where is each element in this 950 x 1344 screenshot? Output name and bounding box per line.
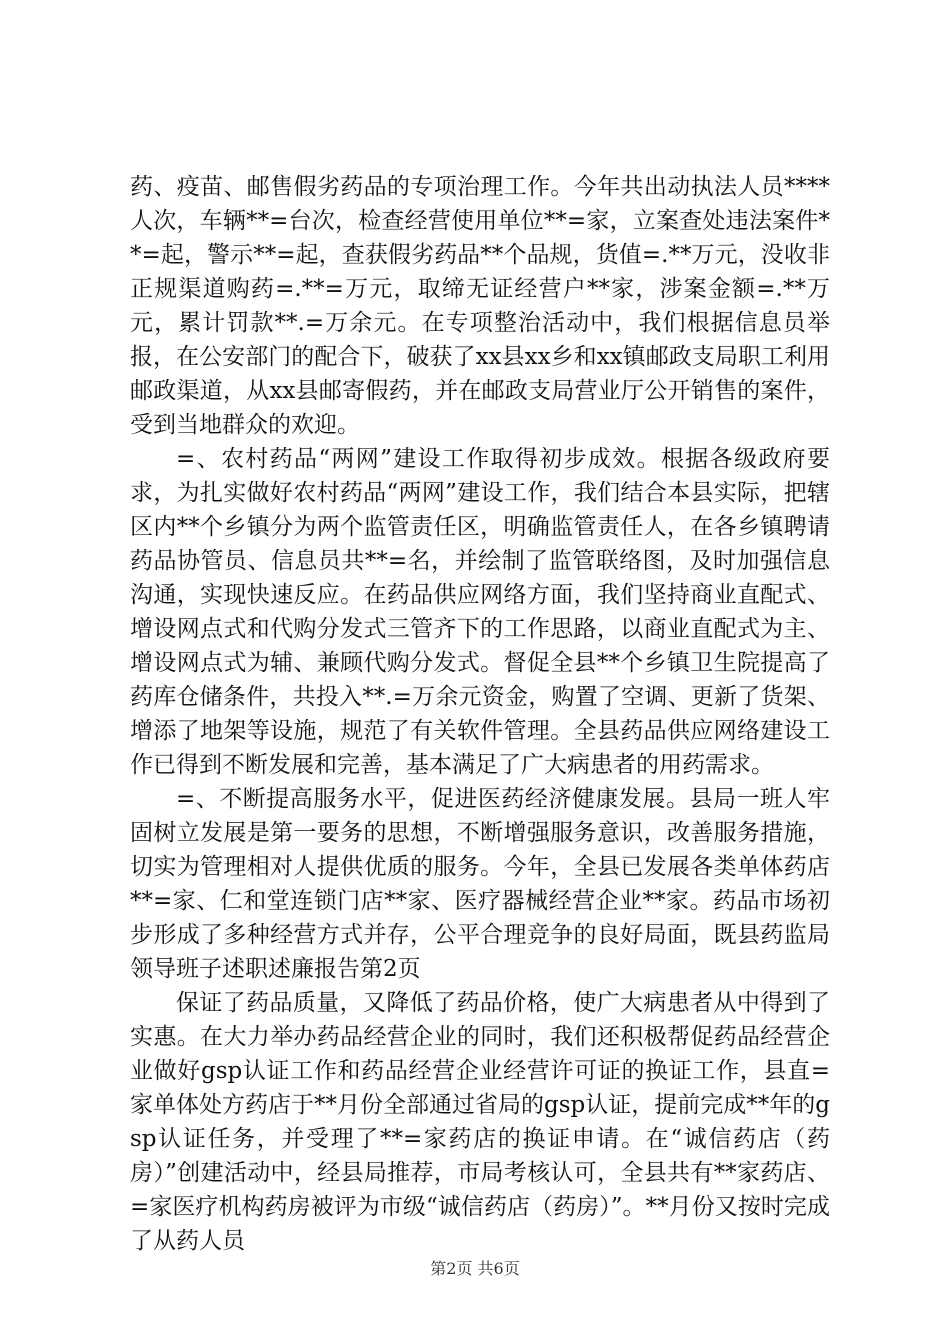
paragraph-2: =、农村药品“两网”建设工作取得初步成效。根据各级政府要求，为扎实做好农村药品“两网”建设工作，我们结合本县实际，把辖区内**个乡镇分为两个监管责任区，明确监管责任人，在各乡镇聘请药品协管员、信息员共**=名，并绘制了监管联络图，及时加强信息沟通，实现快速反应。在药品供应网络方面，我们坚持商业直配式、增设网点式和代购分发式三管齐下的工作思路，以商业直配式为主、增设网点式为辅、兼顾代购分发式。督促全县**个乡镇卫生院提高了药库仓储条件，共投入**.=万余元资金，购置了空调、更新了货架、增添了地架等设施，规范了有关软件管理。全县药品供应网络建设工作已得到不断发展和完善，基本满足了广大病患者的用药需求。 <box>130 446 830 778</box>
document-body <box>130 170 830 1258</box>
paragraph-3: =、不断提高服务水平，促进医药经济健康发展。县局一班人牢固树立发展是第一要务的思想，不断增强服务意识，改善服务措施，切实为管理相对人提供优质的服务。今年，全县已发展各类单体药店**=家、仁和堂连锁门店**家、医疗器械经营企业**家。药品市场初步形成了多种经营方式并存，公平合理竞争的良好局面，既县药监局领导班子述职述廉报告第2页 <box>130 786 830 982</box>
paragraph-4: 保证了药品质量，又降低了药品价格，使广大病患者从中得到了实惠。在大力举办药品经营企业的同时，我们还积极帮促药品经营企业做好gsp认证工作和药品经营企业经营许可证的换证工作，县直=家单体处方药店于**月份全部通过省局的gsp认证，提前完成**年的gsp认证任务，并受理了**=家药店的换证申请。在“诚信药店（药房）”创建活动中，经县局推荐，市局考核认可，全县共有**家药店、=家医疗机构药房被评为市级“诚信药店（药房）”。**月份又按时完成了从药人员 <box>130 990 830 1254</box>
page-footer: 第2页 共6页 <box>430 1259 520 1278</box>
paragraph-1: 药、疫苗、邮售假劣药品的专项治理工作。今年共出动执法人员****人次，车辆**=台次，检查经营使用单位**=家，立案查处违法案件**=起，警示**=起，查获假劣药品**个品规，货值=.**万元，没收非正规渠道购药=.**=万元，取缔无证经营户**家，涉案金额=.**万元，累计罚款**.=万余元。在专项整治活动中，我们根据信息员举报，在公安部门的配合下，破获了xx县xx乡和xx镇邮政支局职工利用邮政渠道，从xx县邮寄假药，并在邮政支局营业厅公开销售的案件，受到当地群众的欢迎。 <box>130 174 830 438</box>
